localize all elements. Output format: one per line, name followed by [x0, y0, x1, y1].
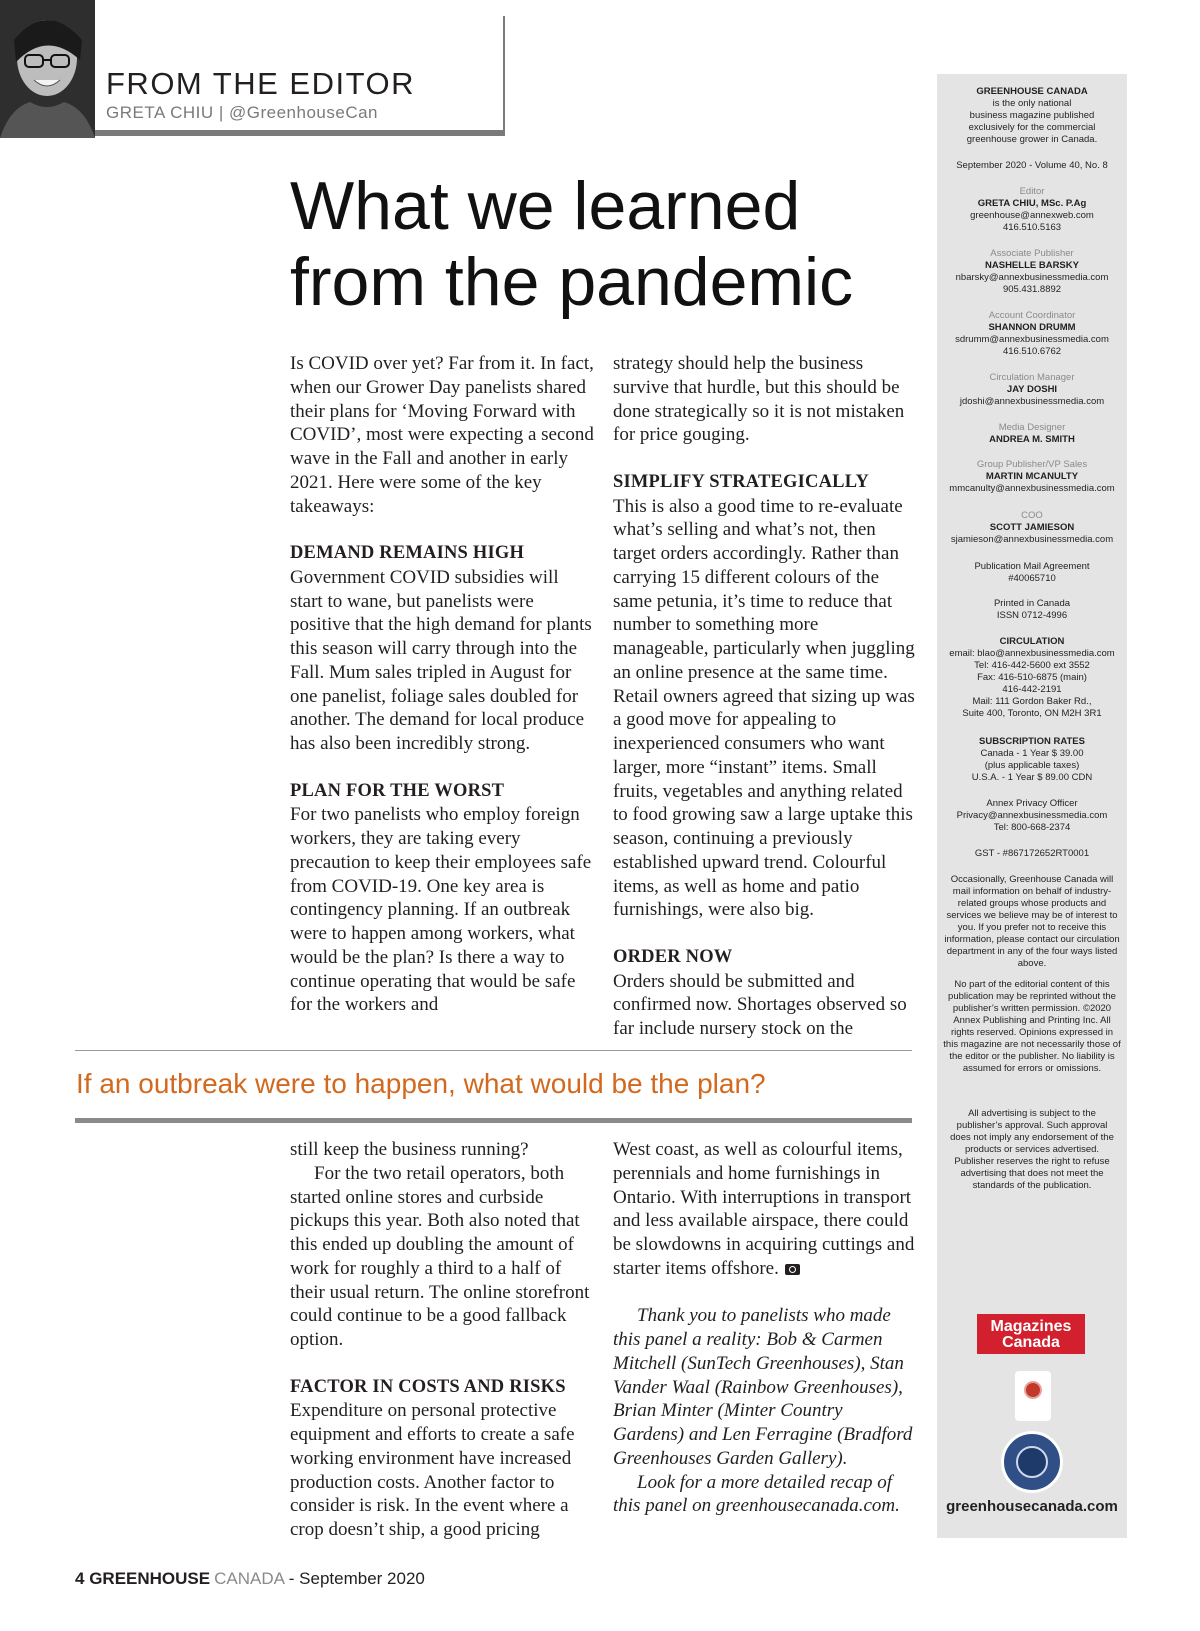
paragraph: Expenditure on personal protective equipment and efforts to create a safe working environment have increased production costs. Another factor to consider is risk. In the event where a crop doesn’t ship, a good pricing [290, 1400, 575, 1540]
subscription-heading: SUBSCRIPTION RATES [979, 736, 1085, 747]
staff-email: jdoshi@annexbusinessmedia.com [959, 396, 1105, 407]
paragraph [613, 1138, 915, 1281]
camera-icon [785, 1264, 800, 1275]
circulation-block [937, 636, 1127, 720]
flowers-canada-logo [1015, 1371, 1051, 1421]
byline: GRETA CHIU | @GreenhouseCan [106, 103, 379, 122]
pull-quote-rule-top [75, 1050, 912, 1051]
rose-icon [1024, 1381, 1042, 1399]
publication-mail-agreement [937, 561, 1127, 585]
staff-role: Circulation Manager [989, 372, 1075, 383]
staff-editor [937, 186, 1127, 234]
article-column-2-top [613, 352, 915, 1041]
article-column-1-top [290, 352, 595, 1017]
staff-phone: 905.431.8892 [1002, 284, 1062, 295]
masthead-tagline: business magazine published [969, 110, 1095, 121]
paragraph: still keep the business running? [290, 1139, 529, 1160]
privacy-phone: Tel: 800-668-2374 [993, 822, 1071, 833]
thanks-text: Thank you to panelists who made this panel a reality: Bob & Carmen Mitchell (SunTech Greenhouses), Stan Vander Waal (Rainbow Greenhouses), Brian Minter (Minter Country Gardens) and Len Ferragine (Bradford Greenhouses Garden Gallery). [613, 1305, 913, 1469]
pull-quote: If an outbreak were to happen, what would be the plan? [76, 1068, 766, 1099]
recap-paragraph [613, 1471, 915, 1519]
staff-coo [937, 510, 1127, 546]
footer-date: - September 2020 [288, 1569, 425, 1588]
masthead-intro [937, 86, 1127, 146]
circulation-line: Suite 400, Toronto, ON M2H 3R1 [962, 708, 1102, 719]
staff-name: NASHELLE BARSKY [985, 260, 1079, 271]
staff-email: greenhouse@annexweb.com [970, 210, 1094, 221]
article-column-1-bottom [290, 1138, 595, 1542]
staff-circulation-manager [937, 372, 1127, 408]
staff-name: SCOTT JAMIESON [989, 522, 1075, 533]
subscription-rates [937, 736, 1127, 784]
footer-brand-bold: GREENHOUSE [89, 1569, 211, 1588]
staff-associate-publisher [937, 248, 1127, 296]
staff-email: sdrumm@annexbusinessmedia.com [955, 334, 1109, 345]
staff-name: MARTIN MCANULTY [985, 471, 1079, 482]
subscription-line: Canada - 1 Year $ 39.00 [980, 748, 1084, 759]
staff-name: GRETA CHIU, MSc. P.Ag [977, 198, 1087, 209]
staff-name: JAY DOSHI [1006, 384, 1058, 395]
paragraph: strategy should help the business survive that hurdle, but this should be done strategically so it is not mistaken for price gouging. [613, 353, 905, 446]
staff-role: Account Coordinator [988, 310, 1076, 321]
subheading: ORDER NOW [613, 946, 733, 967]
seal-icon [1016, 1446, 1048, 1478]
masthead-tagline: exclusively for the commercial [968, 122, 1096, 133]
masthead-tagline: greenhouse grower in Canada. [966, 134, 1098, 145]
headline-line-1: What we learned [290, 168, 801, 244]
staff-media-designer [937, 422, 1127, 446]
privacy-role: Annex Privacy Officer [986, 798, 1078, 809]
section-title: FROM THE EDITOR [106, 66, 415, 101]
privacy-email: Privacy@annexbusinessmedia.com [956, 810, 1108, 821]
article-column-2-bottom [613, 1138, 915, 1518]
page-footer [75, 1569, 425, 1589]
editor-photo [0, 0, 95, 138]
staff-phone: 416.510.5163 [1002, 222, 1062, 233]
staff-email: mmcanulty@annexbusinessmedia.com [949, 483, 1115, 494]
subscription-line: (plus applicable taxes) [984, 760, 1080, 771]
paragraph: Government COVID subsidies will start to wane, but panelists were positive that the high demand for plants this season will carry through into the Fall. Mum sales tripled in August for one panelist, foliage sales doubled for another. The demand for local produce has also been incredibly strong. [290, 566, 592, 754]
circulation-line: 416-442-2191 [1002, 684, 1062, 695]
website-url[interactable]: greenhousecanada.com [946, 1498, 1118, 1515]
thanks-paragraph [613, 1304, 915, 1470]
circulation-line: Mail: 111 Gordon Baker Rd., [972, 696, 1092, 707]
subheading: FACTOR IN COSTS AND RISKS [290, 1376, 566, 1397]
masthead-title: GREENHOUSE CANADA [976, 86, 1088, 97]
staff-phone: 416.510.6762 [1002, 346, 1062, 357]
pull-quote-rule-bottom [75, 1118, 912, 1123]
staff-account-coordinator [937, 310, 1127, 358]
subheading: SIMPLIFY STRATEGICALLY [613, 471, 870, 492]
paragraph: Is COVID over yet? Far from it. In fact, when our Grower Day panelists shared their plans for ‘Moving Forward with COVID’, most were expecting a second wave in the Fall and another in early 2021. Here were some of the key takeaways: [290, 353, 594, 517]
print-info [937, 598, 1127, 622]
subscription-line: U.S.A. - 1 Year $ 89.00 CDN [971, 772, 1093, 783]
paragraph: For two panelists who employ foreign workers, they are taking every precaution to keep their employees safe from COVID-19. One key area is contingency planning. If an outbreak were to happen among workers, what would be the plan? Is there a way to continue operating that would be safe for the workers and [290, 804, 592, 1016]
masthead-sidebar [937, 74, 1127, 1538]
recap-text: Look for a more detailed recap of this panel on greenhousecanada.com. [613, 1471, 900, 1517]
circulation-line: Fax: 416-510-6875 (main) [977, 672, 1087, 683]
staff-role: Editor [1019, 186, 1045, 197]
magazines-canada-logo: Magazines Canada [977, 1314, 1085, 1354]
header-rule [95, 130, 505, 136]
subheading: PLAN FOR THE WORST [290, 780, 505, 801]
staff-role: COO [1021, 510, 1043, 521]
paragraph-text: West coast, as well as colourful items, perennials and home furnishings in Ontario. With interruptions in transport and less available airspace, there could be slowdowns in acquiring cuttings and starter items offshore. [613, 1139, 915, 1279]
circulation-heading: CIRCULATION [999, 636, 1065, 647]
issn: ISSN 0712-4996 [996, 610, 1068, 621]
circulation-line: email: blao@annexbusinessmedia.com [949, 648, 1115, 659]
headline [290, 168, 910, 320]
circulation-line: Tel: 416-442-5600 ext 3552 [974, 660, 1090, 671]
audit-seal-logo [1001, 1431, 1063, 1493]
subheading: DEMAND REMAINS HIGH [290, 543, 525, 563]
staff-email: nbarsky@annexbusinessmedia.com [955, 272, 1109, 283]
issue-info: September 2020 - Volume 40, No. 8 [956, 160, 1108, 171]
staff-email: sjamieson@annexbusinessmedia.com [950, 534, 1114, 545]
staff-role: Media Designer [998, 422, 1066, 433]
disclaimer-advertising: All advertising is subject to the publisher’s approval. Such approval does not imply any endorsement of the products or services advertised. Publisher reserves the right to refuse advertising that does not meet the standards of the publication. [950, 1108, 1114, 1191]
staff-group-publisher [937, 459, 1127, 495]
printed-in: Printed in Canada [993, 598, 1071, 609]
pma-label: Publication Mail Agreement [974, 561, 1090, 572]
staff-role: Group Publisher/VP Sales [976, 459, 1088, 470]
pma-number: #40065710 [1008, 573, 1056, 584]
staff-name: SHANNON DRUMM [988, 322, 1076, 333]
disclaimer-editorial: No part of the editorial content of this publication may be reprinted without the publisher’s written permission. ©2020 Annex Publishing and Printing Inc. All rights reserved. Opinions expressed in this magazine are not necessarily those of the editor or the publisher. No liability is assumed for errors or omissions. [943, 979, 1121, 1074]
masthead-tagline: is the only national [992, 98, 1072, 109]
paragraph: Orders should be submitted and confirmed now. Shortages observed so far include nursery stock on the [613, 970, 907, 1039]
staff-role: Associate Publisher [990, 248, 1074, 259]
footer-brand-light: CANADA [214, 1569, 285, 1588]
paragraph: For the two retail operators, both started online stores and curbside pickups this year. Both also noted that this ended up doubling the amount of work for roughly a third to a half of their usual return. The online storefront could continue to be a good fallback option. [290, 1162, 590, 1350]
disclaimer-mail: Occasionally, Greenhouse Canada will mail information on behalf of industry-related groups whose products and services we believe may be of interest to you. If you prefer not to receive this information, please contact our circulation department in any of the four ways listed above. [944, 874, 1120, 969]
page-number: 4 [75, 1569, 85, 1588]
paragraph: This is also a good time to re-evaluate what’s selling and what’s not, then target orders accordingly. Rather than carrying 15 different colours of the same petunia, it’s time to reduce that number to something more manageable, particularly when juggling an online presence at the same time. Retail owners agreed that sizing up was a good move for appealing to inexperienced consumers who want larger, more “instant” items. Small fruits, vegetables and anything related to food growing saw a large uptake this season, continuing a previously established upward trend. Colourful items, as well as home and patio furnishings, were also big. [613, 495, 915, 921]
gst-number: GST - #867172652RT0001 [974, 848, 1090, 859]
headline-line-2: from the pandemic [290, 244, 854, 320]
staff-name: ANDREA M. SMITH [989, 434, 1075, 445]
privacy-officer [937, 798, 1127, 834]
